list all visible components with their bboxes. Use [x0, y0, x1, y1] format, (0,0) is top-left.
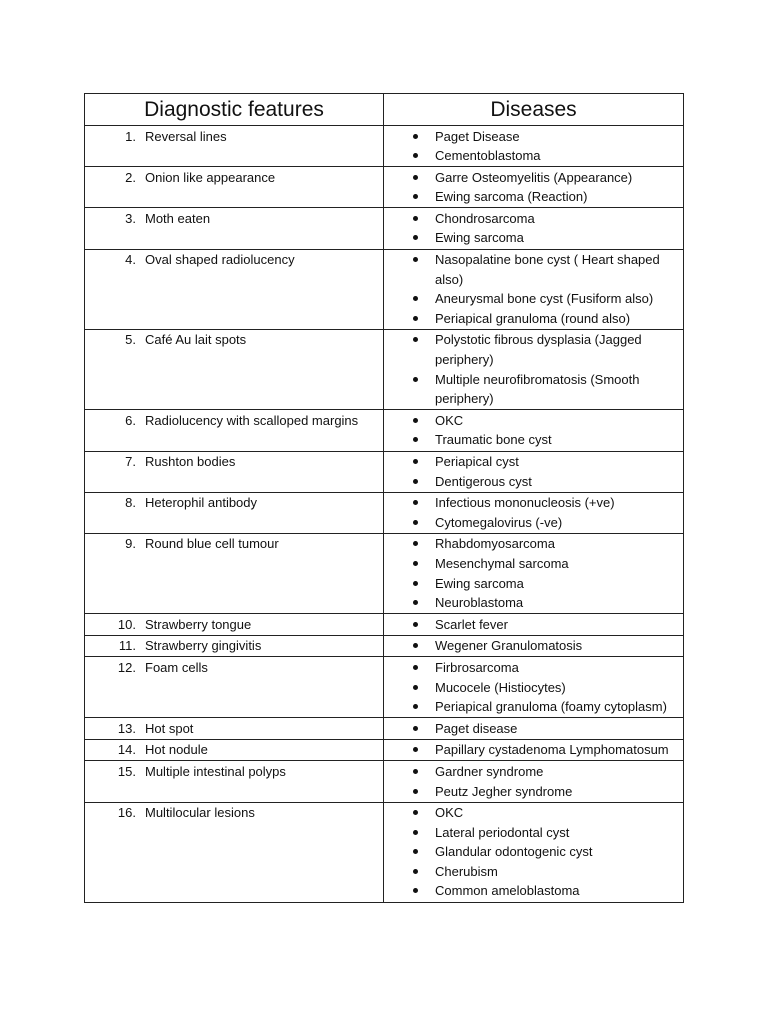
feature-number: 5.: [125, 332, 136, 348]
disease-item: Periapical granuloma (foamy cytoplasm): [384, 697, 683, 717]
disease-item: Chondrosarcoma: [384, 209, 683, 229]
feature-item: [85, 168, 383, 188]
feature-item: [85, 636, 383, 656]
feature-number: 16.: [117, 805, 136, 821]
table-row: [85, 761, 684, 802]
feature-text: Hot spot: [145, 720, 194, 736]
feature-cell: [85, 126, 384, 167]
feature-cell: [85, 410, 384, 451]
feature-cell: [85, 614, 384, 636]
diseases-cell: [384, 533, 684, 613]
feature-number: 4.: [125, 252, 136, 268]
disease-list: [384, 615, 683, 635]
feature-number: 14.: [117, 742, 136, 758]
disease-item: Neuroblastoma: [384, 593, 683, 613]
feature-item: [85, 719, 383, 739]
disease-item: Lateral periodontal cyst: [384, 823, 683, 843]
disease-item: Paget disease: [384, 719, 683, 739]
disease-list: [384, 803, 683, 901]
disease-item: Firbrosarcoma: [384, 658, 683, 678]
disease-item: Cytomegalovirus (-ve): [384, 513, 683, 533]
feature-number: 3.: [125, 210, 136, 226]
feature-cell: [85, 718, 384, 740]
feature-number: 15.: [117, 763, 136, 779]
disease-list: [384, 330, 683, 408]
feature-number: 6.: [125, 412, 136, 428]
feature-number: 1.: [125, 128, 136, 144]
feature-item: [85, 209, 383, 229]
feature-text: Strawberry gingivitis: [145, 638, 262, 654]
disease-item: Dentigerous cyst: [384, 472, 683, 492]
header-row: [85, 94, 684, 126]
disease-item: Common ameloblastoma: [384, 881, 683, 901]
table-row: [85, 410, 684, 451]
diseases-cell: [384, 126, 684, 167]
disease-item: Nasopalatine bone cyst ( Heart shaped also): [384, 250, 683, 289]
feature-item: [85, 534, 383, 554]
feature-text: Reversal lines: [145, 128, 227, 144]
disease-item: Gardner syndrome: [384, 762, 683, 782]
diseases-cell: [384, 249, 684, 329]
disease-list: [384, 534, 683, 612]
disease-list: [384, 493, 683, 532]
disease-item: Ewing sarcoma: [384, 574, 683, 594]
diseases-cell: [384, 208, 684, 249]
feature-number: 12.: [117, 659, 136, 675]
disease-list: [384, 127, 683, 166]
disease-item: OKC: [384, 411, 683, 431]
feature-number: 7.: [125, 454, 136, 469]
disease-item: Wegener Granulomatosis: [384, 636, 683, 656]
feature-item: [85, 493, 383, 513]
diseases-cell: [384, 657, 684, 718]
feature-cell: [85, 208, 384, 249]
feature-item: [85, 762, 383, 782]
disease-list: [384, 168, 683, 207]
diagnostic-table: [84, 93, 684, 903]
table-row: [85, 635, 684, 657]
feature-number: 2.: [125, 169, 136, 185]
table-body: [85, 126, 684, 903]
table-row: [85, 249, 684, 329]
disease-list: [384, 209, 683, 248]
disease-item: Aneurysmal bone cyst (Fusiform also): [384, 289, 683, 309]
disease-list: [384, 658, 683, 717]
feature-text: Rushton bodies: [145, 454, 236, 469]
disease-item: Garre Osteomyelitis (Appearance): [384, 168, 683, 188]
feature-text: Radiolucency with scalloped margins: [145, 412, 359, 428]
feature-cell: [85, 761, 384, 802]
table-row: [85, 492, 684, 533]
feature-item: [85, 658, 383, 678]
feature-item: [85, 803, 383, 823]
feature-cell: [85, 635, 384, 657]
diseases-cell: [384, 718, 684, 740]
diseases-cell: [384, 802, 684, 902]
disease-list: [384, 636, 683, 656]
feature-item: [85, 411, 383, 431]
disease-item: Periapical cyst: [384, 452, 683, 472]
diseases-cell: [384, 167, 684, 208]
diseases-cell: [384, 410, 684, 451]
table-row: [85, 533, 684, 613]
feature-item: [85, 740, 383, 760]
table-row: [85, 126, 684, 167]
feature-item: [85, 615, 383, 635]
feature-text: Onion like appearance: [145, 169, 276, 185]
diseases-cell: [384, 329, 684, 409]
feature-number: 11.: [118, 638, 136, 654]
disease-list: [384, 250, 683, 328]
table-row: [85, 657, 684, 718]
table-row: [85, 208, 684, 249]
disease-item: Scarlet fever: [384, 615, 683, 635]
feature-item: [85, 330, 383, 350]
diseases-cell: [384, 761, 684, 802]
diseases-cell: [384, 614, 684, 636]
disease-list: [384, 452, 683, 491]
table-row: [85, 802, 684, 902]
feature-item: [85, 127, 383, 147]
diseases-cell: [384, 739, 684, 761]
disease-item: Cementoblastoma: [384, 146, 683, 166]
disease-item: Ewing sarcoma: [384, 228, 683, 248]
features-header: Diagnostic features: [85, 94, 384, 126]
feature-cell: [85, 802, 384, 902]
disease-list: [384, 411, 683, 450]
disease-item: Papillary cystadenoma Lymphomatosum: [384, 740, 683, 760]
disease-item: Rhabdomyosarcoma: [384, 534, 683, 554]
disease-list: [384, 719, 683, 739]
feature-item: [85, 452, 383, 472]
feature-number: 8.: [125, 495, 136, 511]
feature-number: 10.: [117, 616, 136, 632]
table-row: [85, 614, 684, 636]
table-row: [85, 167, 684, 208]
disease-item: Polystotic fibrous dysplasia (Jagged periphery): [384, 330, 683, 369]
feature-text: Round blue cell tumour: [145, 536, 279, 552]
diseases-header: Diseases: [384, 94, 684, 126]
feature-cell: [85, 451, 384, 492]
feature-number: 9.: [125, 536, 136, 552]
feature-cell: [85, 249, 384, 329]
feature-text: Oval shaped radiolucency: [145, 252, 295, 268]
diseases-cell: [384, 492, 684, 533]
feature-text: Multiple intestinal polyps: [145, 763, 286, 779]
disease-item: Cherubism: [384, 862, 683, 882]
feature-cell: [85, 492, 384, 533]
disease-item: OKC: [384, 803, 683, 823]
diseases-cell: [384, 635, 684, 657]
disease-item: Multiple neurofibromatosis (Smooth periphery): [384, 370, 683, 409]
feature-text: Moth eaten: [145, 210, 211, 226]
table-row: [85, 329, 684, 409]
disease-item: Peutz Jegher syndrome: [384, 782, 683, 802]
feature-text: Multilocular lesions: [145, 805, 255, 821]
feature-cell: [85, 167, 384, 208]
table-row: [85, 718, 684, 740]
disease-item: Glandular odontogenic cyst: [384, 842, 683, 862]
disease-list: [384, 740, 683, 760]
diseases-cell: [384, 451, 684, 492]
feature-text: Café Au lait spots: [145, 332, 247, 348]
feature-text: Hot nodule: [145, 742, 208, 758]
feature-cell: [85, 329, 384, 409]
disease-item: Ewing sarcoma (Reaction): [384, 187, 683, 207]
disease-item: Traumatic bone cyst: [384, 430, 683, 450]
disease-item: Mucocele (Histiocytes): [384, 678, 683, 698]
feature-number: 13.: [117, 720, 136, 736]
disease-item: Infectious mononucleosis (+ve): [384, 493, 683, 513]
table-row: [85, 451, 684, 492]
disease-list: [384, 762, 683, 801]
feature-item: [85, 250, 383, 270]
disease-item: Paget Disease: [384, 127, 683, 147]
disease-item: Periapical granuloma (round also): [384, 309, 683, 329]
table-row: [85, 739, 684, 761]
feature-text: Heterophil antibody: [145, 495, 258, 511]
feature-text: Foam cells: [145, 659, 208, 675]
feature-text: Strawberry tongue: [145, 616, 252, 632]
disease-item: Mesenchymal sarcoma: [384, 554, 683, 574]
feature-cell: [85, 657, 384, 718]
feature-cell: [85, 533, 384, 613]
feature-cell: [85, 739, 384, 761]
